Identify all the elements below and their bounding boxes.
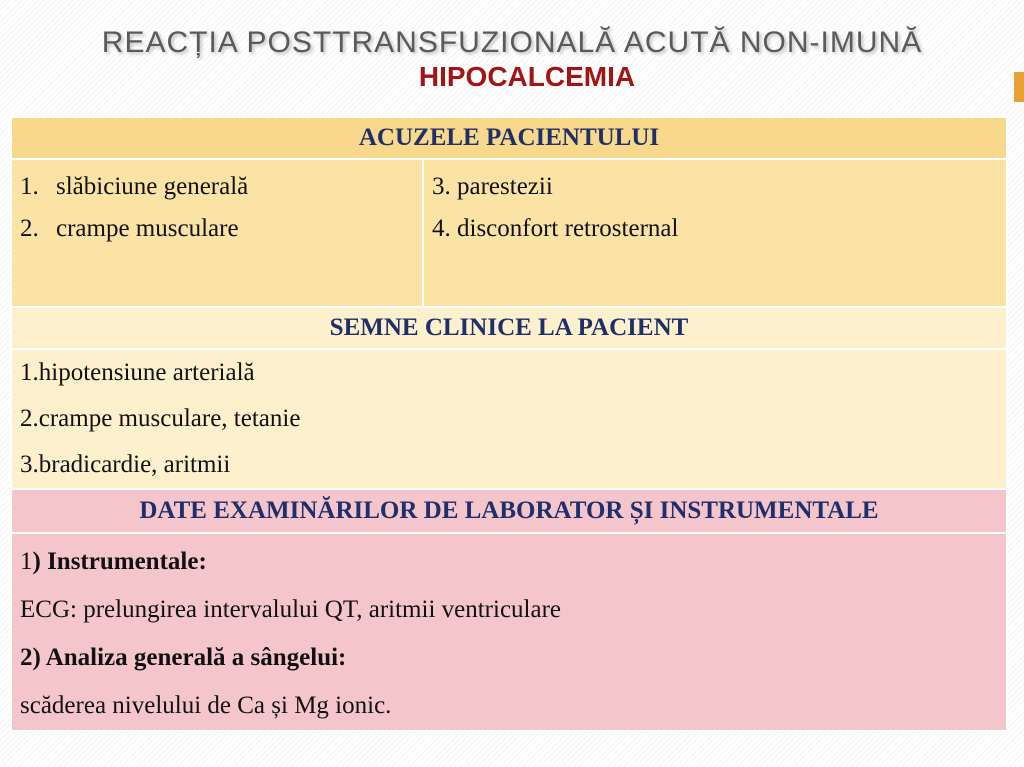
list-item: 3. parestezii — [432, 173, 553, 200]
title-subtitle: HIPOCALCEMIA — [418, 61, 636, 92]
list-item: 1. slăbiciune generală — [20, 173, 249, 200]
blood-heading: 2) Analiza generală a sângelui: — [20, 644, 347, 671]
lab-header-row — [11, 489, 1007, 533]
list-item: 3.bradicardie, aritmii — [20, 451, 231, 478]
lab-cell — [11, 533, 1007, 731]
complaints-header: ACUZELE PACIENTULUI — [11, 117, 1007, 159]
instrumental-text: ECG: prelungirea intervalului QT, aritmii ventriculare — [20, 596, 562, 623]
signs-header-row — [11, 307, 1007, 349]
signs-header: SEMNE CLINICE LA PACIENT — [11, 307, 1007, 349]
list-item: 2. crampe musculare — [20, 215, 239, 242]
instrumental-heading: 1) Instrumentale: — [20, 548, 207, 575]
complaints-left-list — [20, 166, 414, 250]
lab-header: DATE EXAMINĂRILOR DE LABORATOR ȘI INSTRUMENTALE — [11, 489, 1007, 533]
slide-title — [10, 26, 1014, 94]
complaints-header-row — [11, 117, 1007, 159]
complaints-left-cell — [11, 159, 423, 307]
complaints-right-cell — [423, 159, 1007, 307]
list-item: 4. disconfort retrosternal — [432, 215, 679, 242]
list-item: 2.crampe musculare, tetanie — [20, 405, 301, 432]
signs-cell — [11, 349, 1007, 489]
info-table — [10, 116, 1008, 732]
title-main: REACȚIA POSTTRANSFUZIONALĂ ACUTĂ NON-IMUNĂ — [101, 26, 923, 59]
accent-bar — [1014, 72, 1024, 102]
blood-text: scăderea nivelului de Ca și Mg ionic. — [20, 692, 392, 719]
complaints-row — [11, 159, 1007, 307]
lab-row — [11, 533, 1007, 731]
list-item: 1.hipotensiune arterială — [20, 359, 255, 386]
signs-row — [11, 349, 1007, 489]
